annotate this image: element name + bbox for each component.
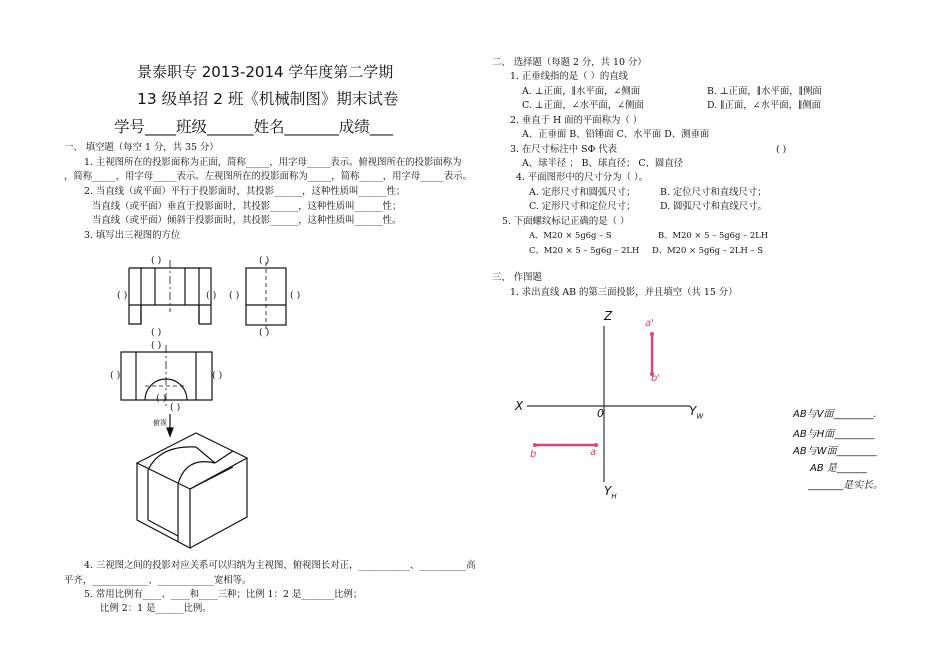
blank-ab-v: AB与V面________. [793, 409, 877, 420]
q3-line: 3. 填写出三视图的方位 [84, 230, 181, 241]
mc-q4-option-d: D. 圆弧尺寸和直线尺寸。 [660, 201, 767, 212]
drawing-q1: 1. 求出直线 AB 的第三面投影，并且填空（共 15 分） [510, 287, 738, 298]
point-a-prime: a' [645, 318, 654, 329]
blank-true-length: _______是实长。 [808, 480, 883, 491]
view-paren-front-right: ( ) [206, 290, 217, 301]
q5-line-a: 5. 常用比例有____、____和____三种；比例 1：2 是_______比例； [84, 589, 363, 600]
mc-q1-option-c: C. ⊥正面，∠水平面，∠侧面 [522, 100, 644, 111]
axis-label-yw: $Y_W$ [689, 404, 704, 421]
student-info-line: 学号____班级______姓名_______成绩___ [114, 118, 394, 136]
view-paren-side-bottom: ( ) [259, 327, 270, 338]
mc-q5-option-b: B、M20 × 5 – 5g6g – 2LH [658, 230, 769, 240]
point-b-prime: b' [651, 373, 661, 384]
blank-ab-h: AB与H面________ [793, 429, 875, 440]
point-a: a [590, 447, 597, 458]
view-paren-front-bottom: ( ) [151, 327, 162, 338]
mc-q2-options: A、正垂面 B、铅锤面 C、水平面 D、测垂面 [522, 129, 710, 140]
mc-q1-option-b: B. ⊥正面，∥水平面，∥侧面 [707, 86, 822, 97]
section1-heading: 一、 填空题（每空 1 分，共 35 分） [64, 142, 219, 153]
mc-q3: 3. 在尺寸标注中 SΦ 代表 [510, 144, 617, 155]
mc-q4: 4. 平面图形中的尺寸分为（ ）。 [516, 172, 649, 183]
view-paren-front-top: ( ) [151, 255, 162, 266]
axis-label-yh: $Y_H$ [604, 484, 617, 501]
view-paren-top-bottom2: ( ) [170, 402, 181, 413]
axis-label-origin: 0 [597, 407, 604, 420]
q1-line-b: ，简称_____，用字母_____表示。左视图所在的投影面称为_____，简称_____，用字母_____表示。 [64, 171, 472, 182]
view-paren-side-right: ( ) [290, 290, 301, 301]
mc-q3-options: A、球半径 ； B、球直径； C、圆直径 [522, 158, 684, 169]
mc-q5-option-d: D、M20 × 5g6g – 2LH – S [652, 245, 763, 255]
view-paren-side-top: ( ) [259, 255, 270, 266]
axis-label-z: Z [604, 309, 613, 323]
blank-ab-is: AB 是______ [810, 463, 867, 474]
q1-line-a: 1. 主视图所在的投影面称为正面，简称_____，用字母_____表示。俯视图所在的投影面称为 [84, 157, 462, 168]
q5-line-b: 比例 2：1 是______比例。 [100, 603, 212, 614]
view-paren-top-left: ( ) [110, 370, 121, 381]
mc-q1-option-d: D. ∥正面，∠水平面，∥侧面 [707, 100, 822, 111]
section3-heading: 三、 作图题 [492, 272, 542, 283]
q4-line-b: 平齐，____________、____________宽相等。 [64, 575, 252, 586]
mc-q1-option-a: A. ⊥正面，∥水平面，∠侧面 [522, 86, 641, 97]
q2-line-c: 当直线（或平面）倾斜于投影面时，其投影______，这种性质叫______性。 [92, 215, 402, 226]
view-paren-top-bottom1: ( ) [156, 393, 167, 404]
mc-q2: 2. 垂直于 H 面的平面称为（ ） [510, 115, 643, 126]
blank-ab-w: AB与W面________ [793, 446, 877, 457]
q4-line-a: 4. 三视图之间的投影对应关系可以归纳为主视图、俯视图长对正，___________、__________高 [84, 560, 476, 571]
mc-q1: 1. 正垂线指的是（ ）的直线 [510, 71, 629, 82]
mc-q4-option-a: A. 定形尺寸和圆弧尺寸； [529, 187, 636, 198]
q2-line-a: 2. 当直线（或平面）平行于投影面时，其投影______，这种性质叫______性； [84, 186, 406, 197]
axis-label-x: X [515, 399, 524, 413]
mc-q3-paren: ( ) [776, 144, 787, 155]
mc-q4-option-b: B. 定位尺寸和直线尺寸； [660, 187, 767, 198]
point-b: b [530, 449, 537, 460]
mc-q5-option-c: C、M20 × 5 – 5g6g – 2LH [529, 245, 640, 255]
mc-q5-option-a: A、M20 × 5g6g – S [529, 230, 612, 240]
q2-line-b: 当直线（或平面）垂直于投影面时，其投影______，这种性质叫______性； [92, 201, 402, 212]
mc-q4-option-c: C. 定形尺寸和定位尺寸； [529, 201, 636, 212]
exam-title-line1: 景泰职专 2013-2014 学年度第二学期 [137, 63, 394, 81]
view-paren-side-left: ( ) [229, 290, 240, 301]
mc-q5: 5. 下面螺纹标记正确的是（ ） [502, 216, 630, 227]
view-paren-top-right: ( ) [212, 370, 223, 381]
view-direction-label: 俯视 [153, 419, 167, 427]
view-paren-front-left: ( ) [117, 290, 128, 301]
section2-heading: 二、 选择题（每题 2 分，共 10 分） [492, 57, 647, 68]
exam-title-line2: 13 级单招 2 班《机械制图》期末试卷 [137, 90, 399, 108]
view-paren-top-top: ( ) [151, 340, 162, 351]
